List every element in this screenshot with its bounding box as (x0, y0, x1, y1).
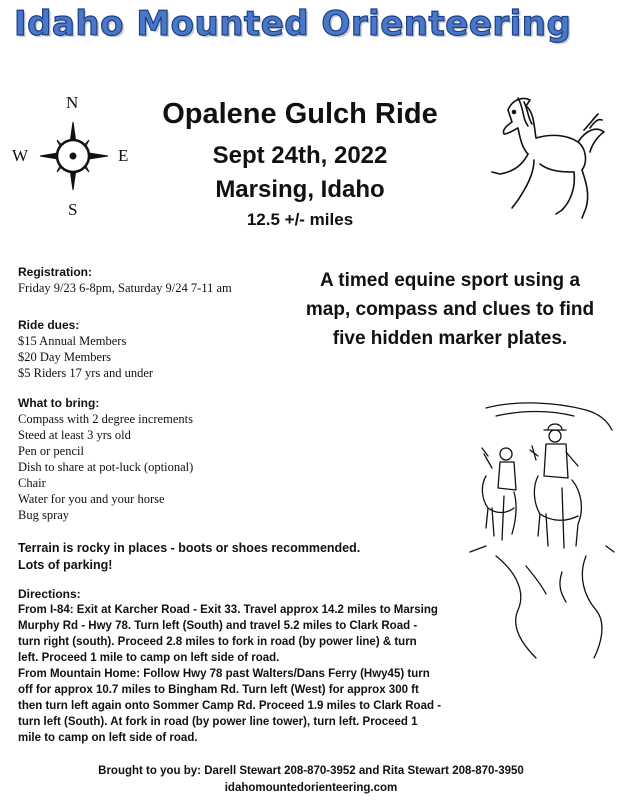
directions-line: turn left (South). At fork in road (by power line tower), turn left. Proceed 1 (18, 716, 418, 728)
horse-illustration (478, 92, 608, 232)
list-item: $20 Day Members (18, 350, 112, 364)
event-name: Opalene Gulch Ride (162, 98, 438, 130)
directions-line: From I-84: Exit at Karcher Road - Exit 33. Travel approx 14.2 miles to Marsing (18, 604, 438, 616)
list-item: $5 Riders 17 yrs and under (18, 366, 154, 380)
directions-line: turn right (south). Proceed 2.8 miles to fork in road (by power line) & turn (18, 636, 417, 648)
directions-section (18, 586, 468, 746)
compass-rose (8, 92, 138, 220)
registration-label: Registration: (18, 265, 93, 279)
banner-title: Idaho Mounted Orienteering (14, 4, 572, 44)
list-item: Pen or pencil (18, 444, 84, 458)
horseback-riders-icon (466, 396, 616, 666)
directions-line: then turn left again onto Sommer Camp Rd. Proceed 1.9 miles to Clark Road - (18, 700, 442, 712)
footer-credits: Brought to you by: Darell Stewart 208-870-3952 and Rita Stewart 208-870-3950 (98, 765, 524, 777)
running-horse-icon (478, 92, 608, 232)
registration-times: Friday 9/23 6-8pm, Saturday 9/24 7-11 am (18, 281, 232, 295)
directions-label: Directions: (18, 587, 81, 601)
dues-section (18, 317, 153, 381)
list-item: Steed at least 3 yrs old (18, 428, 131, 442)
compass-n: N (66, 93, 79, 112)
directions-line: From Mountain Home: Follow Hwy 78 past Walters/Dans Ferry (Hwy45) turn (18, 668, 430, 680)
bring-section (18, 395, 193, 523)
terrain-note (18, 540, 360, 574)
directions-line: off for approx 10.7 miles to Bingham Rd. Turn left (West) for approx 300 ft (18, 684, 419, 696)
list-item: Bug spray (18, 508, 70, 522)
list-item: Compass with 2 degree increments (18, 412, 193, 426)
event-location: Marsing, Idaho (215, 176, 385, 203)
dues-label: Ride dues: (18, 318, 80, 332)
riders-illustration (466, 396, 616, 666)
registration-section (18, 264, 232, 296)
bring-label: What to bring: (18, 396, 100, 410)
compass-s: S (68, 200, 78, 219)
compass-e: E (118, 146, 129, 165)
directions-line: left. Proceed 1 mile to camp on left side of road. (18, 652, 280, 664)
directions-line: mile to camp on left side of road. (18, 732, 198, 744)
directions-line: Murphy Rd - Hwy 78. Turn left (South) and travel 5.2 miles to Clark Road - (18, 620, 418, 632)
footer-website[interactable]: idahomountedorienteering.com (224, 782, 398, 794)
parking-line: Lots of parking! (18, 558, 113, 572)
list-item: Water for you and your horse (18, 492, 165, 506)
list-item: $15 Annual Members (18, 334, 127, 348)
tagline: A timed equine sport using a map, compass and clues to find five hidden marker plates. (305, 270, 595, 349)
list-item: Chair (18, 476, 46, 490)
terrain-line: Terrain is rocky in places - boots or shoes recommended. (18, 541, 361, 555)
compass-w: W (12, 146, 29, 165)
list-item: Dish to share at pot-luck (optional) (18, 460, 194, 474)
event-date: Sept 24th, 2022 (212, 142, 388, 169)
event-distance: 12.5 +/- miles (246, 210, 354, 229)
